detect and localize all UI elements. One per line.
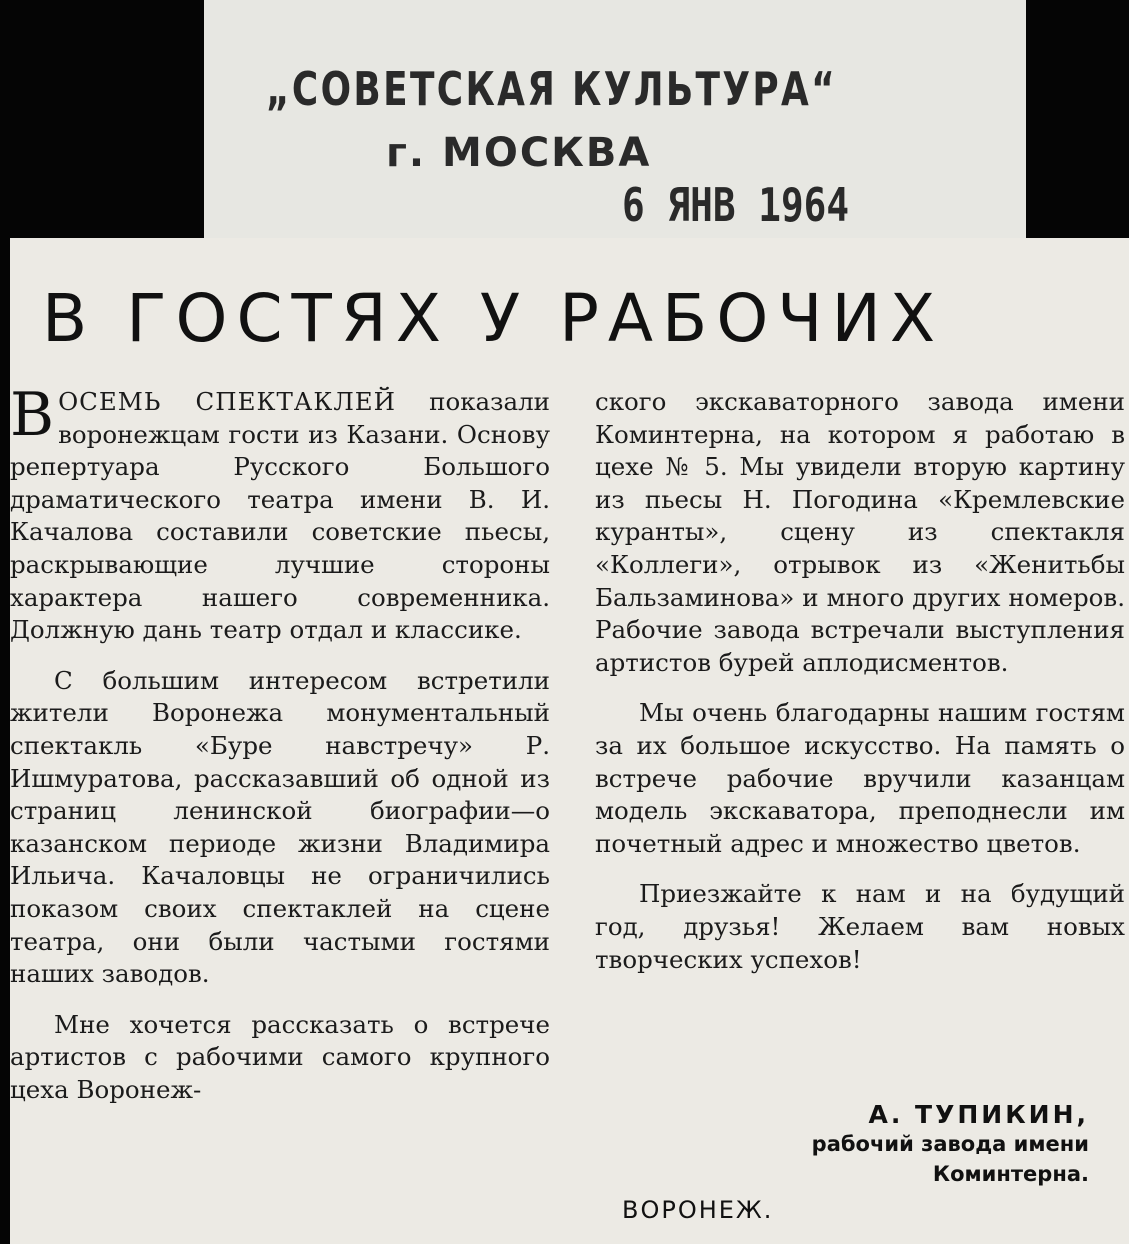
article-column-right: [595, 386, 1125, 994]
stamp-date: 6 ЯНВ 1964: [622, 178, 850, 232]
dateline-city: ВОРОНЕЖ.: [622, 1196, 774, 1224]
author-name: А. ТУПИКИН,: [868, 1100, 1089, 1129]
lead-text: показали воронежцам гости из Казани. Основу репертуара Русского Большого драматического театра имени В. И. Качалова составили советские пьесы, раскрывающие лучшие стороны характера нашего современника. Должную дань театр отдал и классике.: [10, 387, 551, 645]
newspaper-stamp: [204, 0, 1026, 250]
lead-caps: ОСЕМЬ СПЕКТАКЛЕЙ: [58, 387, 397, 416]
author-role-line-1: рабочий завода имени: [811, 1132, 1089, 1156]
paragraph: Мне хочется рассказать о встрече артистов с рабочими самого крупного цеха Воронеж-: [10, 1009, 550, 1104]
article-headline: В ГОСТЯХ У РАБОЧИХ: [42, 280, 945, 357]
drop-cap: В: [10, 380, 55, 450]
paragraph: Приезжайте к нам и на будущий год, друзья! Желаем вам новых творческих успехов!: [595, 879, 1125, 974]
stamp-newspaper-name: „СОВЕТСКАЯ КУЛЬТУРА“: [266, 62, 838, 116]
author-signature: [812, 1100, 1089, 1189]
lead-paragraph: [10, 380, 551, 647]
newspaper-clipping: [10, 238, 1129, 1244]
article-column-left: [10, 380, 551, 1124]
author-role-line-2: Коминтерна.: [932, 1162, 1089, 1186]
paragraph: Мы очень благодарны нашим гостям за их большое искусство. На память о встрече рабочие вручили казанцам модель экскаватора, преподнесли им почетный адрес и множество цветов.: [595, 698, 1125, 858]
stamp-city: г. МОСКВА: [386, 130, 652, 176]
paragraph: ского экскаваторного завода имени Коминтерна, на котором я работаю в цехе № 5. Мы увидели вторую картину из пьесы Н. Погодина «Кремлевские куранты», сцену из спектакля «Коллеги», отрывок из «Женитьбы Бальзаминова» и много других номеров. Рабочие завода встречали выступления артистов бурей аплодисментов.: [595, 387, 1125, 677]
paragraph: С большим интересом встретили жители Воронежа монументальный спектакль «Буре навстречу» Р. Ишмуратова, рассказавший об одной из страниц ленинской биографии—о казанском периоде жизни Владимира Ильича. Качаловцы не ограничились показом своих спектаклей на сцене театра, они были частыми гостями наших заводов.: [10, 665, 550, 989]
